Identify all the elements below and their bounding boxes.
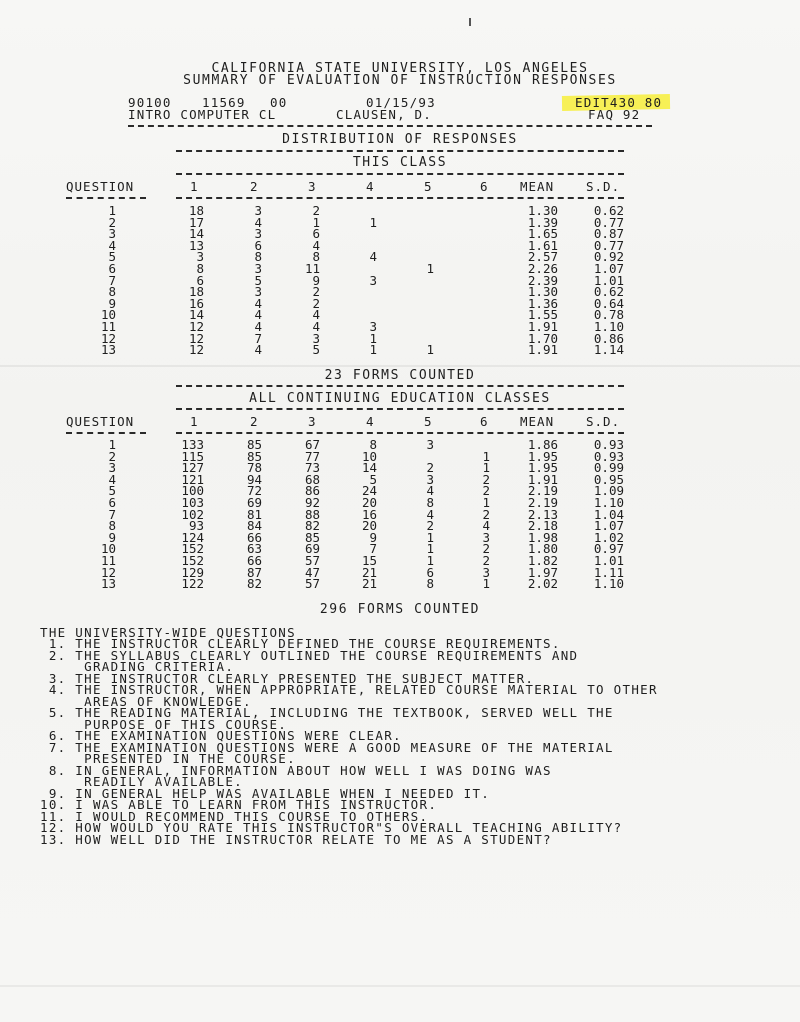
question-number: 9 [108, 295, 116, 311]
table-row [0, 307, 800, 323]
count-3: 69 [304, 541, 320, 557]
table-row [0, 272, 800, 288]
count-4: 4 [369, 249, 377, 265]
count-3: 5 [312, 342, 320, 358]
count-3: 85 [304, 529, 320, 545]
divider [176, 432, 624, 434]
all_classes-header-count-1: 1 [190, 414, 199, 429]
question-number: 8 [108, 284, 116, 300]
this_class-header-count-4: 4 [366, 179, 375, 194]
count-2: 72 [246, 483, 262, 499]
table-row [0, 284, 800, 300]
count-1: 12 [188, 342, 204, 358]
question-item: 7. THE EXAMINATION QUESTIONS WERE A GOOD MEASURE OF THE MATERIAL [40, 739, 614, 755]
question-number: 8 [108, 518, 116, 534]
mean-value: 1.30 [527, 203, 558, 218]
code2: 11569 [202, 95, 246, 110]
count-2: 3 [254, 261, 262, 276]
count-4: 7 [369, 541, 377, 557]
question-item: 2. THE SYLLABUS CLEARLY OUTLINED THE COURSE REQUIREMENTS AND [40, 647, 579, 663]
count-2: 87 [246, 564, 262, 580]
table-row [0, 330, 800, 346]
code1: 90100 [128, 95, 172, 110]
count-6: 2 [482, 506, 490, 522]
count-1: 18 [188, 284, 204, 300]
sd-value: 0.64 [593, 295, 624, 311]
sd-value: 1.14 [593, 342, 624, 358]
count-4: 1 [369, 214, 377, 230]
count-2: 5 [254, 272, 262, 288]
question-number: 9 [108, 529, 116, 545]
count-3: 77 [304, 448, 320, 464]
table-row [0, 471, 800, 487]
mean-value: 2.19 [527, 483, 558, 499]
table-row [0, 506, 800, 522]
count-6: 1 [482, 448, 490, 464]
table-row [0, 460, 800, 476]
sd-value: 0.92 [593, 249, 624, 265]
course-code: EDIT430 80 [575, 95, 663, 110]
table-row [0, 495, 800, 510]
question-item: 6. THE EXAMINATION QUESTIONS WERE CLEAR. [40, 728, 402, 743]
sd-value: 1.07 [593, 261, 624, 276]
table-row [0, 342, 800, 358]
question-number: 6 [108, 495, 116, 510]
mean-value: 1.91 [527, 319, 558, 334]
count-6: 3 [482, 564, 490, 580]
mean-value: 1.55 [527, 307, 558, 323]
count-3: 73 [304, 460, 320, 476]
question-number: 1 [108, 203, 116, 218]
all_classes-header-count-5: 5 [424, 414, 433, 429]
count-4: 1 [369, 330, 377, 346]
all_classes-header-count-3: 3 [308, 414, 317, 429]
sd-value: 0.93 [593, 437, 624, 452]
all_classes-header-count-2: 2 [250, 414, 259, 429]
distribution-title: DISTRIBUTION OF RESPONSES [282, 132, 518, 147]
count-2: 6 [254, 237, 262, 253]
count-5: 3 [426, 437, 434, 452]
count-4: 24 [361, 483, 377, 499]
table-row [0, 437, 800, 452]
questions-title: THE UNIVERSITY-WIDE QUESTIONS [40, 625, 296, 640]
course-name: INTRO COMPUTER CL [128, 107, 277, 122]
table-row [0, 203, 800, 218]
sd-value: 0.95 [593, 471, 624, 487]
count-3: 2 [312, 284, 320, 300]
question-number: 7 [108, 272, 116, 288]
sd-value: 0.97 [593, 541, 624, 557]
question-number: 4 [108, 471, 116, 487]
this_class-header-count-1: 1 [190, 179, 199, 194]
mean-value: 1.80 [527, 541, 558, 557]
sd-value: 1.10 [593, 576, 624, 592]
table-row [0, 448, 800, 464]
count-3: 68 [304, 471, 320, 487]
count-3: 88 [304, 506, 320, 522]
count-3: 92 [304, 495, 320, 510]
count-6: 1 [482, 460, 490, 476]
table-row [0, 576, 800, 592]
question-number: 13 [100, 576, 116, 592]
count-3: 4 [312, 307, 320, 323]
count-3: 8 [312, 249, 320, 265]
question-item: 11. I WOULD RECOMMEND THIS COURSE TO OTHERS. [40, 808, 429, 824]
mean-value: 2.19 [527, 495, 558, 510]
count-2: 4 [254, 319, 262, 334]
question-number: 3 [108, 226, 116, 242]
mean-value: 2.02 [527, 576, 558, 592]
question-item: 1. THE INSTRUCTOR CLEARLY DEFINED THE COURSE REQUIREMENTS. [40, 636, 561, 651]
count-4: 20 [361, 495, 377, 510]
question-item-continuation: AREAS OF KNOWLEDGE. [40, 693, 252, 709]
report-date: 01/15/93 [366, 95, 436, 110]
divider [176, 408, 624, 410]
count-4: 3 [369, 319, 377, 334]
count-2: 85 [246, 448, 262, 464]
count-1: 14 [188, 307, 204, 323]
count-3: 47 [304, 564, 320, 580]
count-3: 11 [304, 261, 320, 276]
question-item: 5. THE READING MATERIAL, INCLUDING THE TEXTBOOK, SERVED WELL THE [40, 705, 614, 720]
count-4: 15 [361, 553, 377, 568]
question-number: 13 [100, 342, 116, 358]
count-6: 1 [482, 495, 490, 510]
count-4: 21 [361, 576, 377, 592]
count-2: 84 [246, 518, 262, 534]
count-4: 9 [369, 529, 377, 545]
count-4: 10 [361, 448, 377, 464]
count-5: 2 [426, 460, 434, 476]
count-1: 121 [181, 471, 204, 487]
instructor-name: CLAUSEN, D. [336, 107, 432, 122]
table-row [0, 226, 800, 242]
count-3: 67 [304, 437, 320, 452]
mean-value: 1.91 [527, 342, 558, 358]
mean-value: 2.18 [527, 518, 558, 534]
code3: 00 [270, 95, 288, 110]
mean-value: 1.61 [527, 237, 558, 253]
count-5: 6 [426, 564, 434, 580]
divider [128, 125, 652, 127]
count-4: 14 [361, 460, 377, 476]
divider [66, 197, 146, 199]
sd-value: 1.11 [593, 564, 624, 580]
table-row [0, 541, 800, 557]
count-3: 2 [312, 203, 320, 218]
table-row [0, 295, 800, 311]
all_classes-header-mean-value: MEAN [520, 414, 555, 429]
count-2: 82 [246, 576, 262, 592]
count-5: 8 [426, 495, 434, 510]
count-3: 57 [304, 576, 320, 592]
question-item-continuation: READILY AVAILABLE. [40, 774, 243, 789]
count-4: 5 [369, 471, 377, 487]
question-number: 5 [108, 483, 116, 499]
table-row [0, 564, 800, 580]
sd-value: 1.07 [593, 518, 624, 534]
sd-value: 0.93 [593, 448, 624, 464]
mean-value: 2.39 [527, 272, 558, 288]
question-number: 2 [108, 448, 116, 464]
sd-value: 0.77 [593, 214, 624, 230]
count-3: 4 [312, 237, 320, 253]
question-item: 4. THE INSTRUCTOR, WHEN APPROPRIATE, RELATED COURSE MATERIAL TO OTHER [40, 682, 658, 697]
question-item-continuation: PRESENTED IN THE COURSE. [40, 751, 296, 766]
this_class-header-count-2: 2 [250, 179, 259, 194]
question-item: 8. IN GENERAL, INFORMATION ABOUT HOW WELL I WAS DOING WAS [40, 762, 552, 778]
mean-value: 1.30 [527, 284, 558, 300]
question-number: 10 [100, 541, 116, 557]
count-2: 66 [246, 529, 262, 545]
mean-value: 2.13 [527, 506, 558, 522]
sd-value: 0.62 [593, 203, 624, 218]
sd-value: 0.99 [593, 460, 624, 476]
table-row [0, 518, 800, 534]
paper-fold [0, 365, 800, 367]
count-2: 3 [254, 226, 262, 242]
question-number: 6 [108, 261, 116, 276]
count-1: 133 [181, 437, 204, 452]
count-2: 8 [254, 249, 262, 265]
count-3: 6 [312, 226, 320, 242]
sd-value: 0.86 [593, 330, 624, 346]
count-2: 4 [254, 342, 262, 358]
sd-value: 1.10 [593, 319, 624, 334]
count-5: 4 [426, 483, 434, 499]
count-5: 4 [426, 506, 434, 522]
divider [176, 150, 624, 152]
mean-value: 1.39 [527, 214, 558, 230]
count-6: 2 [482, 553, 490, 568]
sd-value: 0.87 [593, 226, 624, 242]
sd-value: 1.09 [593, 483, 624, 499]
table-row [0, 237, 800, 253]
count-1: 152 [181, 541, 204, 557]
question-number: 10 [100, 307, 116, 323]
count-1: 12 [188, 319, 204, 334]
table-row [0, 249, 800, 265]
count-3: 57 [304, 553, 320, 568]
question-item-continuation: PURPOSE OF THIS COURSE. [40, 716, 288, 732]
count-1: 93 [188, 518, 204, 534]
count-4: 16 [361, 506, 377, 522]
count-1: 14 [188, 226, 204, 242]
sd-value: 0.77 [593, 237, 624, 253]
mean-value: 1.86 [527, 437, 558, 452]
all-classes-forms-counted: 296 FORMS COUNTED [319, 602, 481, 617]
count-4: 21 [361, 564, 377, 580]
sd-value: 0.78 [593, 307, 624, 323]
mean-value: 1.98 [527, 529, 558, 545]
count-1: 124 [181, 529, 204, 545]
question-number: 2 [108, 214, 116, 230]
mean-value: 1.97 [527, 564, 558, 580]
count-2: 94 [246, 471, 262, 487]
question-number: 3 [108, 460, 116, 476]
divider [66, 432, 146, 434]
divider [176, 385, 624, 387]
count-2: 81 [246, 506, 262, 522]
question-item: 3. THE INSTRUCTOR CLEARLY PRESENTED THE SUBJECT MATTER. [40, 670, 535, 686]
count-6: 4 [482, 518, 490, 534]
mean-value: 1.70 [527, 330, 558, 346]
question-item: 12. HOW WOULD YOU RATE THIS INSTRUCTOR"S OVERALL TEACHING ABILITY? [40, 820, 623, 835]
sd-value: 1.02 [593, 529, 624, 545]
mean-value: 1.82 [527, 553, 558, 568]
this_class-header-count-6: 6 [480, 179, 489, 194]
mean-value: 2.26 [527, 261, 558, 276]
mean-value: 1.95 [527, 460, 558, 476]
table-row [0, 319, 800, 334]
question-item-continuation: GRADING CRITERIA. [40, 659, 235, 674]
count-1: 16 [188, 295, 204, 311]
mean-value: 1.65 [527, 226, 558, 242]
count-5: 1 [426, 553, 434, 568]
count-6: 2 [482, 471, 490, 487]
count-2: 3 [254, 203, 262, 218]
count-3: 3 [312, 330, 320, 346]
paper-fold [0, 985, 800, 987]
this-class-label: THIS CLASS [352, 155, 448, 170]
count-2: 4 [254, 214, 262, 230]
count-1: 115 [181, 448, 204, 464]
question-number: 4 [108, 237, 116, 253]
sd-value: 1.01 [593, 272, 624, 288]
question-number: 11 [100, 553, 116, 568]
count-2: 63 [246, 541, 262, 557]
count-2: 85 [246, 437, 262, 452]
count-5: 1 [426, 342, 434, 358]
corner-mark [469, 18, 471, 26]
mean-value: 2.57 [527, 249, 558, 265]
university-name: CALIFORNIA STATE UNIVERSITY, LOS ANGELES [211, 61, 589, 76]
count-5: 3 [426, 471, 434, 487]
sd-value: 0.62 [593, 284, 624, 300]
sd-value: 1.04 [593, 506, 624, 522]
table-row [0, 483, 800, 499]
table-row [0, 529, 800, 545]
this_class-header-question-number: QUESTION [66, 179, 135, 194]
count-1: 18 [188, 203, 204, 218]
this_class-header-count-5: 5 [424, 179, 433, 194]
count-6: 3 [482, 529, 490, 545]
table-row [0, 214, 800, 230]
mean-value: 1.36 [527, 295, 558, 311]
count-5: 8 [426, 576, 434, 592]
count-1: 8 [196, 261, 204, 276]
this_class-header-count-3: 3 [308, 179, 317, 194]
count-3: 9 [312, 272, 320, 288]
count-2: 3 [254, 284, 262, 300]
count-2: 69 [246, 495, 262, 510]
count-5: 1 [426, 529, 434, 545]
question-item: 13. HOW WELL DID THE INSTRUCTOR RELATE TO ME AS A STUDENT? [40, 831, 552, 847]
all_classes-header-count-4: 4 [366, 414, 375, 429]
count-2: 4 [254, 307, 262, 323]
count-2: 78 [246, 460, 262, 476]
all_classes-header-count-6: 6 [480, 414, 489, 429]
count-1: 17 [188, 214, 204, 230]
count-3: 4 [312, 319, 320, 334]
count-1: 129 [181, 564, 204, 580]
divider [176, 197, 624, 199]
count-3: 86 [304, 483, 320, 499]
this_class-header-mean-value: MEAN [520, 179, 555, 194]
sd-value: 1.01 [593, 553, 624, 568]
all-classes-label: ALL CONTINUING EDUCATION CLASSES [249, 391, 551, 406]
all_classes-header-question-number: QUESTION [66, 414, 135, 429]
count-3: 2 [312, 295, 320, 311]
this_class-header-sd-value: S.D. [586, 179, 621, 194]
table-row [0, 261, 800, 276]
count-3: 82 [304, 518, 320, 534]
count-1: 13 [188, 237, 204, 253]
question-item: 10. I WAS ABLE TO LEARN FROM THIS INSTRUCTOR. [40, 797, 438, 812]
count-3: 1 [312, 214, 320, 230]
count-1: 12 [188, 330, 204, 346]
all_classes-header-sd-value: S.D. [586, 414, 621, 429]
count-2: 4 [254, 295, 262, 311]
sd-value: 1.10 [593, 495, 624, 510]
count-1: 152 [181, 553, 204, 568]
count-2: 7 [254, 330, 262, 346]
count-2: 66 [246, 553, 262, 568]
count-6: 1 [482, 576, 490, 592]
count-5: 1 [426, 261, 434, 276]
count-1: 3 [196, 249, 204, 265]
divider [176, 173, 624, 175]
count-1: 103 [181, 495, 204, 510]
count-4: 1 [369, 342, 377, 358]
question-number: 11 [100, 319, 116, 334]
count-1: 102 [181, 506, 204, 522]
question-number: 12 [100, 564, 116, 580]
count-4: 20 [361, 518, 377, 534]
question-item: 9. IN GENERAL HELP WAS AVAILABLE WHEN I NEEDED IT. [40, 785, 491, 801]
count-1: 122 [181, 576, 204, 592]
count-1: 100 [181, 483, 204, 499]
question-number: 12 [100, 330, 116, 346]
mean-value: 1.95 [527, 448, 558, 464]
report-title: SUMMARY OF EVALUATION OF INSTRUCTION RESPONSES [183, 73, 617, 88]
table-row [0, 553, 800, 568]
mean-value: 1.91 [527, 471, 558, 487]
this-class-forms-counted: 23 FORMS COUNTED [324, 368, 476, 383]
count-5: 2 [426, 518, 434, 534]
question-number: 7 [108, 506, 116, 522]
count-4: 8 [369, 437, 377, 452]
question-number: 1 [108, 437, 116, 452]
count-1: 127 [181, 460, 204, 476]
count-4: 3 [369, 272, 377, 288]
question-number: 5 [108, 249, 116, 265]
count-6: 2 [482, 541, 490, 557]
count-5: 1 [426, 541, 434, 557]
form-code: FAQ 92 [588, 107, 641, 122]
count-6: 2 [482, 483, 490, 499]
count-1: 6 [196, 272, 204, 288]
